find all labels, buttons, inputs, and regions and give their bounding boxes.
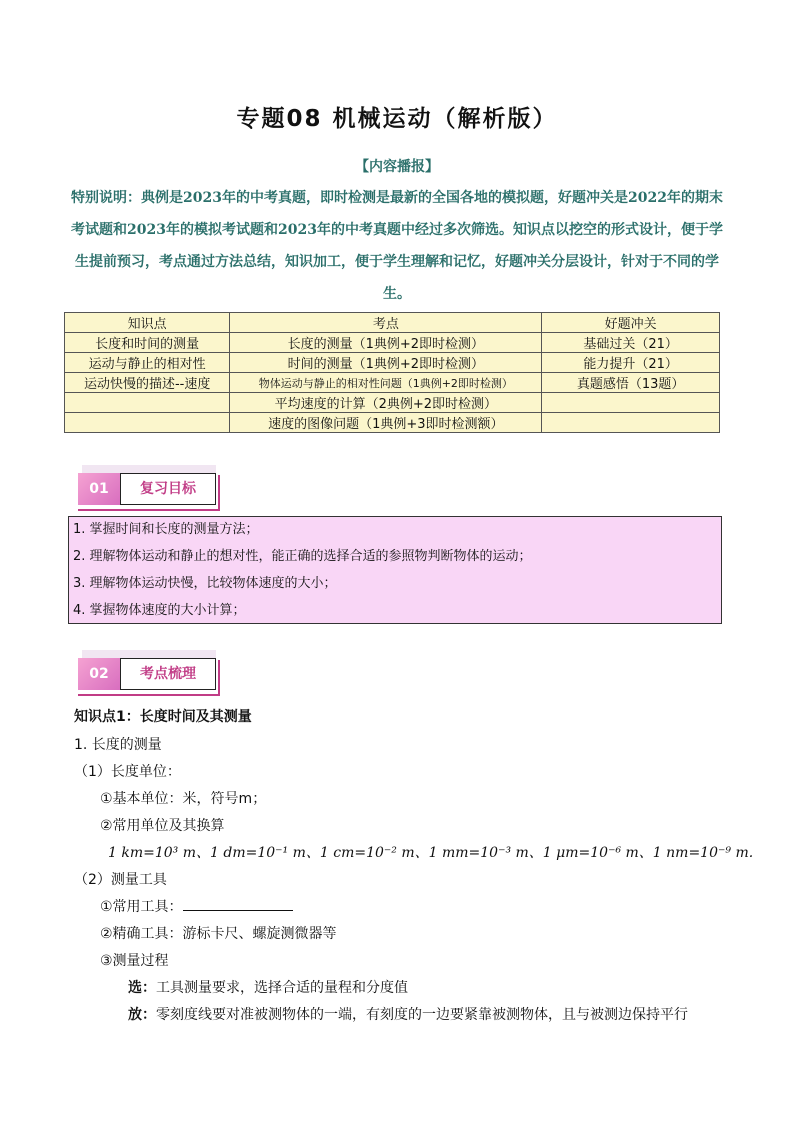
- table-cell: 真题感悟（13题）: [542, 373, 720, 393]
- table-cell: 基础过关（21）: [542, 333, 720, 353]
- table-cell: [65, 413, 230, 433]
- table-cell: 长度的测量（1典例+2即时检测）: [230, 333, 542, 353]
- section-label: 复习目标: [120, 473, 216, 505]
- content-line: [128, 1004, 688, 1024]
- table-cell: 运动快慢的描述--速度: [65, 373, 230, 393]
- table-row: [65, 373, 720, 393]
- step-text: 零刻度线要对准被测物体的一端，有刻度的一边要紧靠被测物体，且与被测边保持平行: [156, 1007, 688, 1023]
- knowledge-point-heading: 知识点1：长度时间及其测量: [74, 709, 252, 725]
- goal-item: 4. 掌握物体速度的大小计算；: [73, 603, 246, 618]
- goal-item: 1. 掌握时间和长度的测量方法；: [73, 522, 259, 537]
- intro-heading: 【内容播报】: [355, 159, 439, 175]
- step-label: 选：: [128, 980, 156, 996]
- badge-underline: [78, 509, 218, 511]
- table-cell: [65, 393, 230, 413]
- table-cell: 长度和时间的测量: [65, 333, 230, 353]
- section-label: 考点梳理: [120, 658, 216, 690]
- table-cell: 平均速度的计算（2典例+2即时检测）: [230, 393, 542, 413]
- content-line: ③测量过程: [100, 953, 169, 969]
- section-number: 02: [78, 658, 120, 690]
- table-cell: 物体运动与静止的相对性问题（1典例+2即时检测）: [230, 373, 542, 393]
- page-title: 专题08 机械运动（解析版）: [236, 106, 558, 132]
- section-badge-key-points: [72, 650, 222, 698]
- table-cell: [542, 413, 720, 433]
- intro-text: 特别说明：典例是2023年的中考真题，即时检测是最新的全国各地的模拟题，好题冲关是2022年的期末考试题和2023年的模拟考试题和2023年的中考真题中经过多次筛选。知识点以挖空的形式设计，便于学生提前预习，考点通过方法总结，知识加工，便于学生理解和记忆，好题冲关分层设计，针对于不同的学生。: [71, 190, 723, 302]
- table-cell: 运动与静止的相对性: [65, 353, 230, 373]
- table-cell: 时间的测量（1典例+2即时检测）: [230, 353, 542, 373]
- content-line: ②常用单位及其换算: [100, 818, 225, 834]
- content-text: ①常用工具：: [100, 899, 183, 915]
- table-cell: [542, 393, 720, 413]
- badge-underline: [78, 694, 218, 696]
- table-cell: 速度的图像问题（1典例+3即时检测额）: [230, 413, 542, 433]
- step-text: 工具测量要求，选择合适的量程和分度值: [156, 980, 408, 996]
- contents-table: [64, 312, 720, 433]
- badge-sideline: [218, 475, 220, 511]
- table-header: 好题冲关: [542, 313, 720, 333]
- content-line: （1）长度单位：: [74, 764, 181, 780]
- content-line: ②精确工具：游标卡尺、螺旋测微器等: [100, 926, 337, 942]
- content-line-with-blank: [100, 896, 293, 916]
- table-cell: 能力提升（21）: [542, 353, 720, 373]
- table-row: [65, 333, 720, 353]
- review-goals-box: [68, 516, 722, 624]
- unit-conversion-formula: 1 km=10³ m、1 dm=10⁻¹ m、1 cm=10⁻² m、1 mm=10⁻³ m、1 μm=10⁻⁶ m、1 nm=10⁻⁹ m.: [108, 845, 754, 861]
- goal-item: 3. 理解物体运动快慢，比较物体速度的大小；: [73, 576, 337, 591]
- table-header: 考点: [230, 313, 542, 333]
- table-row: [65, 353, 720, 373]
- table-header: 知识点: [65, 313, 230, 333]
- content-line: 1. 长度的测量: [74, 737, 162, 753]
- section-badge-review-goals: [72, 465, 222, 513]
- fill-in-blank: [183, 896, 293, 911]
- table-row: [65, 413, 720, 433]
- content-line: ①基本单位：米，符号m；: [100, 791, 267, 807]
- table-header-row: [65, 313, 720, 333]
- section-number: 01: [78, 473, 120, 505]
- table-row: [65, 393, 720, 413]
- goal-item: 2. 理解物体运动和静止的想对性，能正确的选择合适的参照物判断物体的运动；: [73, 549, 532, 564]
- badge-sideline: [218, 660, 220, 696]
- content-line: （2）测量工具: [74, 872, 167, 888]
- content-line: [128, 977, 408, 997]
- step-label: 放：: [128, 1007, 156, 1023]
